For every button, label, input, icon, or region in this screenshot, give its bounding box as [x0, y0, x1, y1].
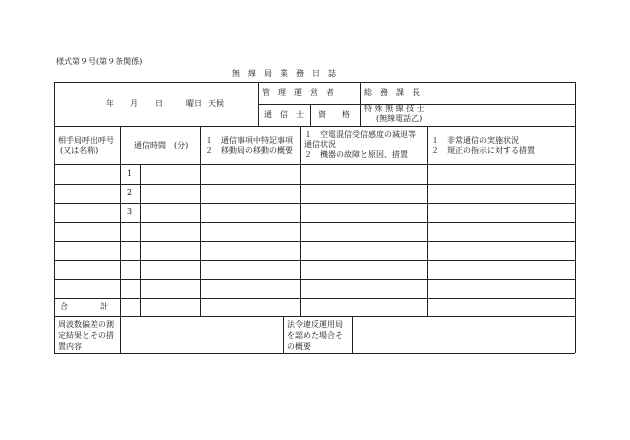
violation-label: 法令違反運用局 — [287, 320, 343, 329]
frequency-deviation-label: 周波数偏差の測 — [58, 320, 114, 329]
violation-label-2: を認めた場合そ — [287, 331, 343, 340]
operator-label: 通 信 士 — [264, 110, 304, 119]
special-engineer-label: 特 殊 無 線 技 士 — [364, 104, 425, 113]
form-label: 様式第９号(第９条関係) — [56, 57, 143, 66]
special-engineer-sublabel: (無線電話乙) — [376, 114, 423, 123]
weather-label: 天候 — [208, 99, 224, 108]
page-title: 無 線 局 業 務 日 誌 — [232, 69, 336, 78]
violation-label-3: の概要 — [287, 342, 311, 351]
month-label: 月 — [130, 99, 138, 108]
qualification-label: 資 格 — [318, 110, 350, 119]
fault-header: １ 空電混信受信感度の減退等 — [304, 130, 416, 139]
frequency-deviation-label-3: 置内容 — [58, 342, 82, 351]
total-label: 合 計 — [60, 302, 108, 311]
row-number: 3 — [127, 207, 133, 216]
callsign-header: 相手局呼出呼号 — [58, 136, 114, 145]
manager-label: 管 理 運 営 者 — [262, 88, 334, 97]
frequency-deviation-label-2: 定結果とその措 — [58, 331, 114, 340]
director-label: 総 務 課 長 — [364, 88, 420, 97]
time-header: 通信時間 (分) — [134, 141, 189, 150]
emergency-header-2: ２ 規正の指示に対する措置 — [431, 146, 535, 155]
row-number: 1 — [127, 169, 133, 178]
weekday-label: 曜日 — [186, 99, 202, 108]
row-number: 2 — [127, 188, 133, 197]
callsign-header-sub: (又は名称) — [60, 146, 99, 155]
day-label: 日 — [155, 99, 163, 108]
emergency-header: １ 非常通信の実施状況 — [431, 136, 519, 145]
fault-header-2: 通信状況 — [304, 140, 336, 149]
fault-header-3: ２ 機器の故障と原因、措置 — [304, 150, 408, 159]
notes-header: １ 通信事項中特記事項 — [205, 136, 293, 145]
year-label: 年 — [106, 99, 114, 108]
notes-header-2: ２ 移動局の移動の概要 — [205, 146, 293, 155]
